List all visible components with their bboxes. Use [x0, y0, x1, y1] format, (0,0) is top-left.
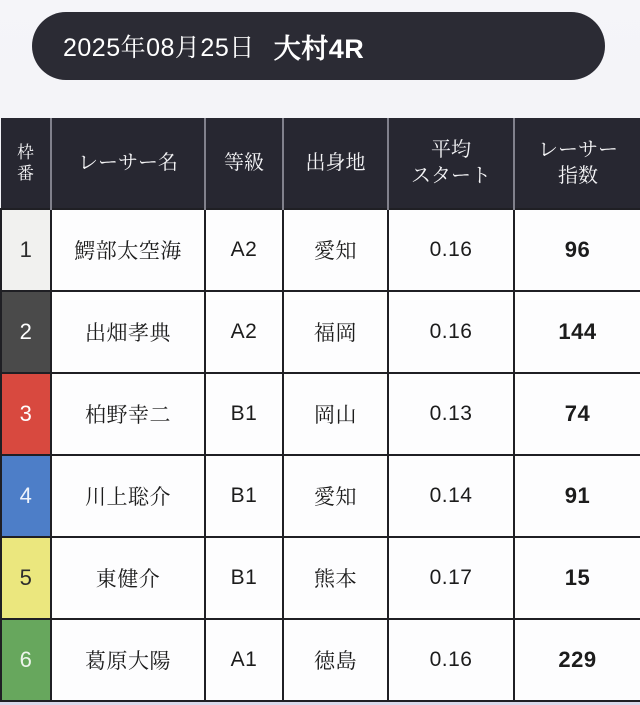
racer-index-cell: 229: [514, 619, 640, 701]
column-header-avg-start: 平均 スタート: [388, 118, 514, 209]
race-title: 大村4R: [273, 33, 365, 64]
table-row: [1, 455, 640, 537]
origin-cell: 熊本: [283, 537, 388, 619]
racer-index-cell: 96: [514, 209, 640, 291]
avg-start-cell: 0.16: [388, 291, 514, 373]
class-cell: A2: [205, 209, 283, 291]
racer-index-cell: 144: [514, 291, 640, 373]
class-cell: A1: [205, 619, 283, 701]
table-row: [1, 619, 640, 701]
race-date: 2025年08月25日: [63, 34, 255, 62]
racer-index-cell: 91: [514, 455, 640, 537]
class-cell: B1: [205, 455, 283, 537]
avg-start-cell: 0.16: [388, 619, 514, 701]
table-row: [1, 537, 640, 619]
class-cell: B1: [205, 537, 283, 619]
racer-name-cell: 出畑孝典: [51, 291, 205, 373]
lane-number-cell: 4: [1, 455, 51, 537]
avg-start-cell: 0.17: [388, 537, 514, 619]
racer-name-cell: 川上聡介: [51, 455, 205, 537]
column-header-racer-name: レーサー名: [51, 118, 205, 209]
avg-start-cell: 0.16: [388, 209, 514, 291]
class-cell: B1: [205, 373, 283, 455]
origin-cell: 岡山: [283, 373, 388, 455]
column-header-origin: 出身地: [283, 118, 388, 209]
avg-start-cell: 0.13: [388, 373, 514, 455]
lane-number-cell: 5: [1, 537, 51, 619]
origin-cell: 徳島: [283, 619, 388, 701]
lane-number-cell: 3: [1, 373, 51, 455]
origin-cell: 愛知: [283, 209, 388, 291]
lane-number-cell: 6: [1, 619, 51, 701]
racer-name-cell: 東健介: [51, 537, 205, 619]
table-row: [1, 373, 640, 455]
origin-cell: 愛知: [283, 455, 388, 537]
table-row: [1, 209, 640, 291]
lane-number-cell: 1: [1, 209, 51, 291]
race-banner: [32, 12, 605, 80]
racer-index-cell: 15: [514, 537, 640, 619]
table-header: [1, 118, 640, 209]
lane-number-cell: 2: [1, 291, 51, 373]
class-cell: A2: [205, 291, 283, 373]
racer-name-cell: 鰐部太空海: [51, 209, 205, 291]
racer-table: [0, 118, 640, 702]
racer-name-cell: 柏野幸二: [51, 373, 205, 455]
racer-name-cell: 葛原大陽: [51, 619, 205, 701]
origin-cell: 福岡: [283, 291, 388, 373]
avg-start-cell: 0.14: [388, 455, 514, 537]
racer-index-cell: 74: [514, 373, 640, 455]
column-header-class: 等級: [205, 118, 283, 209]
column-header-lane: 枠 番: [1, 118, 51, 209]
table-row: [1, 291, 640, 373]
column-header-racer-index: レーサー 指数: [514, 118, 640, 209]
